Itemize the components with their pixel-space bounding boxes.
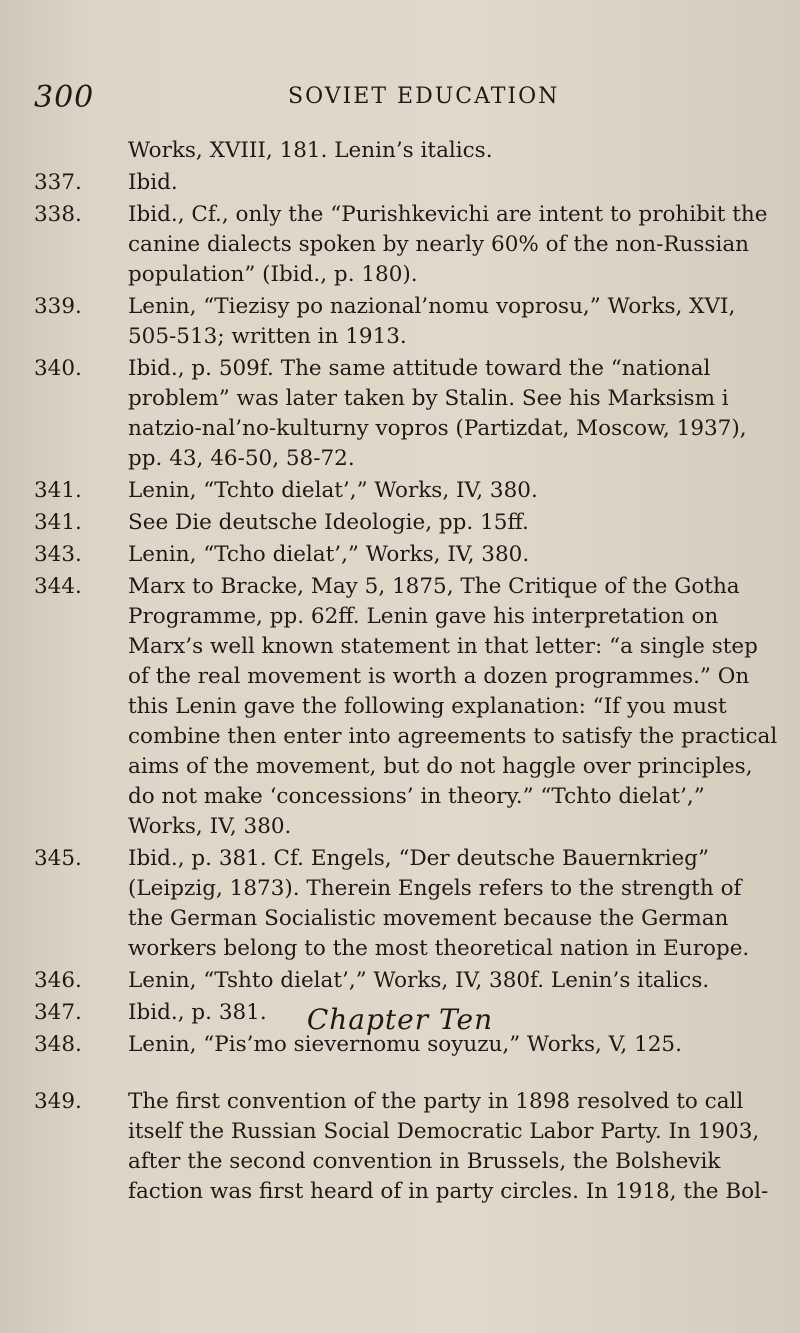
endnote-number: 341. <box>34 478 82 503</box>
endnote <box>34 200 782 290</box>
endnote-number: 346. <box>34 968 82 993</box>
endnote-number: 337. <box>34 170 82 195</box>
endnote <box>34 572 782 842</box>
endnote-number: 348. <box>34 1032 82 1057</box>
endnote-text: Works, XVIII, 181. Lenin’s italics. <box>128 138 493 163</box>
endnote <box>34 540 782 570</box>
endnote-text: Ibid., p. 381. Cf. Engels, “Der deutsche Bauernkrieg” (Leipzig, 1873). Therein Engels refers to the strength of the German Socialistic movement because the German workers belong to the most theoretical nation in Europe. <box>128 846 750 961</box>
running-title: SOVIET EDUCATION <box>288 84 560 109</box>
endnote <box>34 844 782 964</box>
endnote-text: Marx to Bracke, May 5, 1875, The Critique of the Gotha Programme, pp. 62ff. Lenin gave his interpretation on Marx’s well known statement in that letter: “a single step of the real movement is worth a dozen programmes.” On this Lenin gave the following explanation: “If you must combine then enter into agreements to satisfy the practical aims of the movement, but do not haggle over principles, do not make ‘concessions’ in theory.” “Tchto dielat’,” Works, IV, 380. <box>128 574 778 839</box>
endnote <box>34 354 782 474</box>
endnote <box>34 476 782 506</box>
endnote-text: Ibid. <box>128 170 178 195</box>
endnote-number: 343. <box>34 542 82 567</box>
endnote-number: 339. <box>34 294 82 319</box>
endnote-number: 344. <box>34 574 82 599</box>
endnote-text: Lenin, “Tshto dielat’,” Works, IV, 380f. Lenin’s italics. <box>128 968 710 993</box>
endnote <box>34 966 782 996</box>
chapter-heading: Chapter Ten <box>306 1003 494 1036</box>
endnote-text: Lenin, “Tcho dielat’,” Works, IV, 380. <box>128 542 530 567</box>
endnote-number: 347. <box>34 1000 82 1025</box>
endnote-number: 341. <box>34 510 82 535</box>
endnote-text: The first convention of the party in 1898 resolved to call itself the Russian Social Democratic Labor Party. In 1903, after the second convention in Brussels, the Bolshevik faction was first heard of in party circles. In 1918, the Bol- <box>128 1089 769 1204</box>
endnote-number: 349. <box>34 1089 82 1114</box>
endnote-text: See Die deutsche Ideologie, pp. 15ff. <box>128 510 529 535</box>
endnote-number: 340. <box>34 356 82 381</box>
page-header <box>0 80 800 120</box>
endnote <box>34 168 782 198</box>
endnote-text: Lenin, “Tchto dielat’,” Works, IV, 380. <box>128 478 538 503</box>
endnote <box>34 1087 782 1207</box>
endnote-number: 345. <box>34 846 82 871</box>
page-number: 300 <box>34 80 95 115</box>
endnote-text: Ibid., p. 381. <box>128 1000 267 1025</box>
endnote-text: Lenin, “Tiezisy po nazional’nomu voprosu,” Works, XVI, 505-513; written in 1913. <box>128 294 736 349</box>
endnote <box>34 508 782 538</box>
endnote-number: 338. <box>34 202 82 227</box>
endnote-text: Ibid., Cf., only the “Purishkevichi are intent to prohibit the canine dialects spoken by nearly 60% of the non-Russian population” (Ibid., p. 180). <box>128 202 768 287</box>
chapter-endnotes-list <box>34 1087 782 1209</box>
endnote <box>34 292 782 352</box>
endnote-text: Ibid., p. 509f. The same attitude toward the “national problem” was later taken by Stalin. See his Marksism i natzio-nal’no-kulturny vopros (Partizdat, Moscow, 1937), pp. 43, 46-50, 58-72. <box>128 356 747 471</box>
endnote <box>34 136 782 166</box>
endnote-text: Lenin, “Pis’mo sievernomu soyuzu,” Works, V, 125. <box>128 1032 682 1057</box>
endnotes-list <box>34 136 782 1062</box>
